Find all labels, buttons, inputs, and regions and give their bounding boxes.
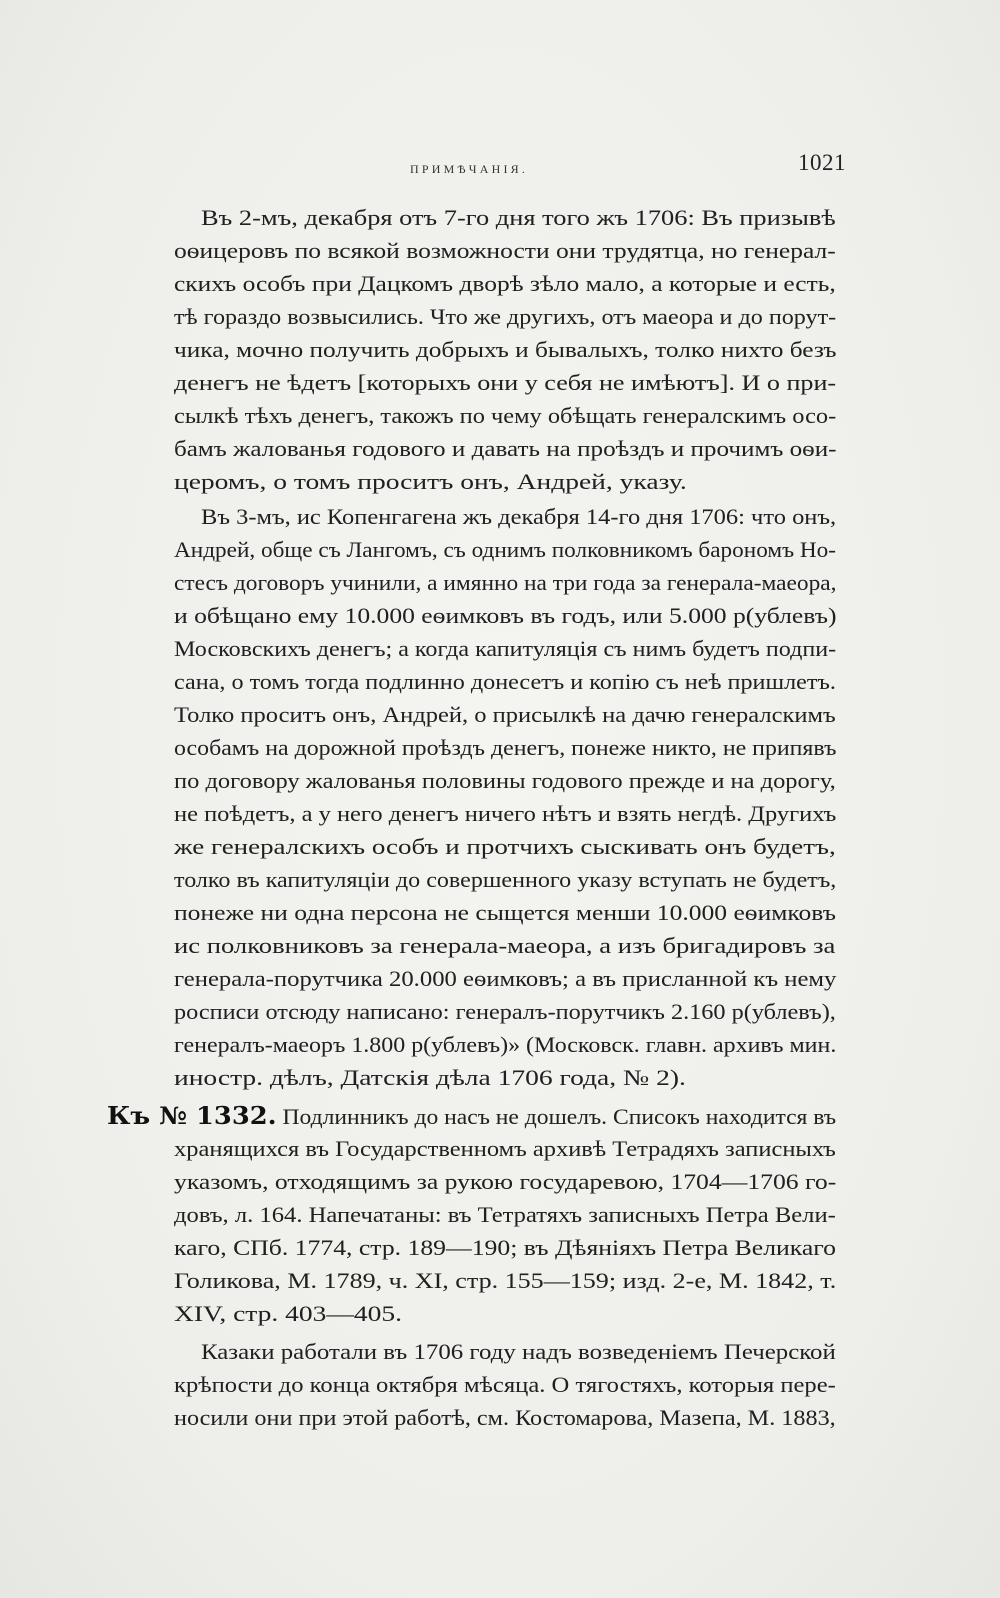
text-line: Голикова, М. 1789, ч. XI, стр. 155—159; изд. 2-е, М. 1842, т. [174,1268,837,1293]
text-line: ис полковниковъ за генерала-маеора, а изъ бригадировъ за [174,933,836,958]
text-line: Московскихъ денегъ; а когда капитуляція съ нимъ будетъ подпи- [174,636,837,661]
text-line: толко въ капитуляціи до совершенного указу вступать не будетъ, [174,867,837,892]
text-line: понеже ни одна персона не сыщется менши 10.000 еѳимковъ [174,900,836,925]
text-line: особамъ на дорожной проѣздъ денегъ, понеже никто, не припявъ [174,735,837,760]
entry-first-text: Подлинникъ до насъ не дошелъ. Списокъ находится въ [282,1104,837,1129]
running-head-title: ПРИМѢЧАНІЯ. [410,162,529,176]
text-line: бамъ жалованья годового и давать на проѣздъ и прочимъ оѳи- [174,436,837,461]
entry-label: Къ № 1332. [107,1101,277,1130]
text-line: довъ, л. 164. Напечатаны: въ Тетратяхъ записныхъ Петра Вели- [174,1202,836,1227]
text-line: оѳицеровъ по всякой возможности они трудятца, но генерал- [174,238,836,263]
text-line: генерала-порутчика 20.000 еѳимковъ; а въ присланной къ нему [174,966,837,991]
page-number: 1021 [798,150,846,175]
text-line: тѣ гораздо возвысились. Что же другихъ, отъ маеора и до порут- [174,304,837,329]
text-line: носили они при этой работѣ, см. Костомарова, Мазепа, М. 1883, [174,1405,836,1430]
text-line: церомъ, о томъ проситъ онъ, Андрей, указу. [174,469,687,494]
text-line: сылкѣ тѣхъ денегъ, такожъ по чему обѣщать генералскимъ осо- [174,403,837,428]
text-line: XIV, стр. 403—405. [174,1301,403,1326]
text-line: и обѣщано ему 10.000 еѳимковъ въ годъ, или 5.000 р(ублевъ) [174,603,837,628]
text-line: крѣпости до конца октября мѣсяца. О тягостяхъ, которыя пере- [174,1372,836,1397]
text-line: каго, СПб. 1774, стр. 189—190; въ Дѣяніяхъ Петра Великаго [174,1235,837,1260]
text-line: хранящихся въ Государственномъ архивѣ Тетрадяхъ записныхъ [174,1136,836,1161]
text-line: генералъ-маеоръ 1.800 р(ублевъ)» (Московск. главн. архивъ мин. [174,1032,837,1057]
text-line: Толко проситъ онъ, Андрей, о присылкѣ на дачю генералскимъ [174,702,836,727]
text-line: росписи отсюду написано: генералъ-порутчикъ 2.160 р(ублевъ), [174,999,836,1024]
text-line: чика, мочно получить добрыхъ и бывалыхъ, толко нихто безъ [174,337,837,362]
text-line: Андрей, обще съ Лангомъ, съ однимъ полковникомъ барономъ Но- [174,537,837,562]
text-line: же генералскихъ особъ и протчихъ сыскивать онъ будетъ, [174,834,836,859]
text-line: Въ 2-мъ, декабря отъ 7-го дня того жъ 1706: Въ призывѣ [201,205,836,230]
text-line: по договору жалованья половины годового прежде и на дорогу, [174,768,836,793]
text-line: сана, о томъ тогда подлинно донесетъ и копію съ неѣ пришлетъ. [174,669,836,694]
text-line: стесъ договоръ учинили, а имянно на три года за генерала-маеора, [174,570,837,595]
text-line: денегъ не ѣдетъ [которыхъ они у себя не имѣютъ]. И о при- [174,370,837,395]
text-line: не поѣдетъ, а у него денегъ ничего нѣтъ и взять негдѣ. Другихъ [174,801,837,826]
text-line: иностр. дѣлъ, Датскія дѣла 1706 года, № 2). [174,1065,686,1090]
text-line: Въ 3-мъ, ис Копенгагена жъ декабря 14-го дня 1706: что онъ, [201,504,837,529]
text-line: указомъ, отходящимъ за рукою государевою, 1704—1706 го- [174,1169,837,1194]
text-line: Казаки работали въ 1706 году надъ возведеніемъ Печерской [201,1339,836,1364]
entry-first-line [107,1101,836,1132]
text-line: скихъ особъ при Дацкомъ дворѣ зѣло мало, а которые и есть, [174,271,836,296]
